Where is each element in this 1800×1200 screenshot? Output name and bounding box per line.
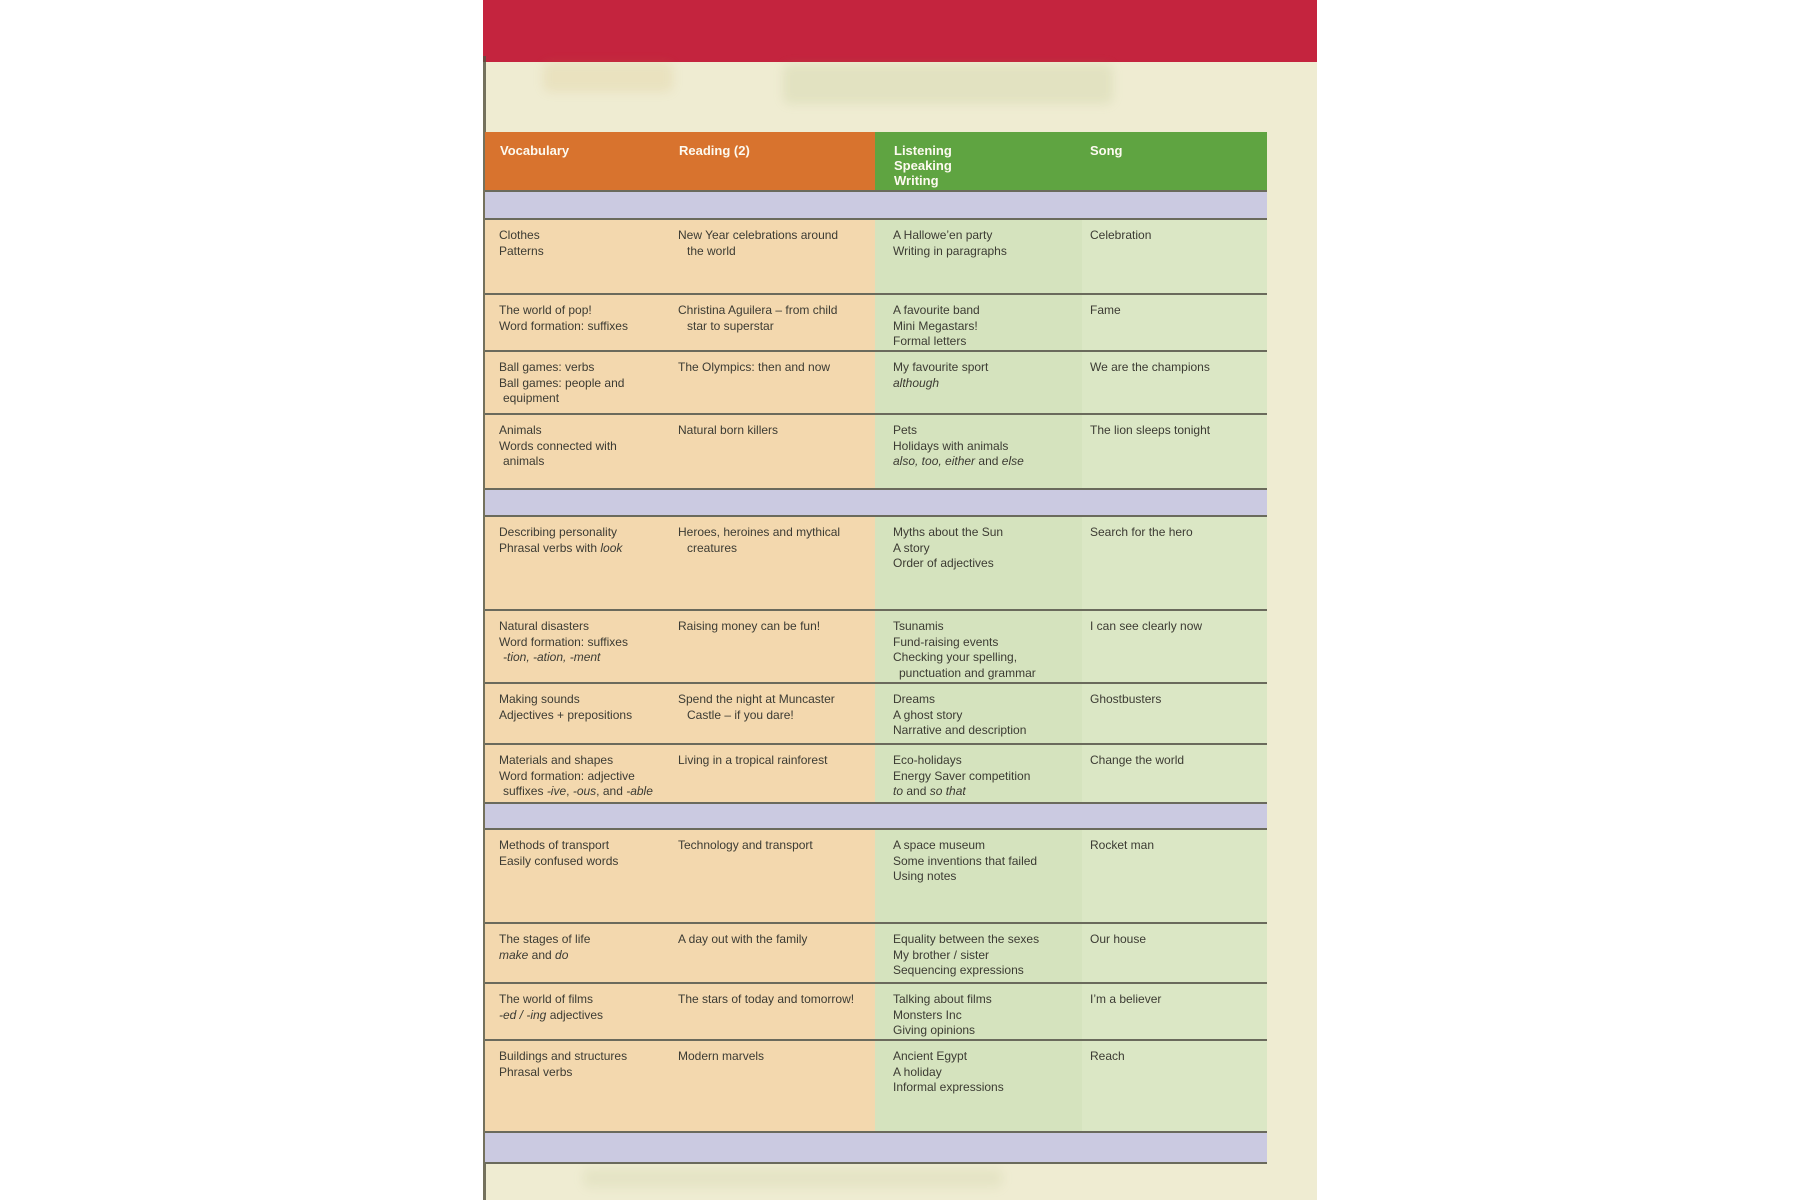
italic-text: to [893, 784, 904, 798]
text: The Olympics: then and now [678, 360, 831, 374]
cell-listening-speaking-writing [875, 611, 1082, 682]
text: We are the champions [1090, 360, 1210, 374]
red-title-band [483, 0, 1317, 62]
cell-song [1082, 684, 1267, 743]
cell-line [499, 784, 666, 800]
cell-line [678, 360, 867, 376]
cell-line [499, 376, 666, 392]
cell-line [1090, 838, 1263, 854]
table-row [485, 413, 1267, 488]
header-label: Writing [894, 173, 939, 188]
cell-line [893, 932, 1076, 948]
header-label: Speaking [894, 158, 952, 173]
text: Giving opinions [893, 1023, 976, 1037]
text: Using notes [893, 869, 957, 883]
cell-line [1090, 619, 1263, 635]
text: A day out with the family [678, 932, 808, 946]
header-cell-song [1082, 132, 1267, 190]
cell-line [893, 319, 1076, 335]
text: Patterns [499, 243, 544, 258]
header-label: Song [1090, 143, 1123, 158]
cell-line [893, 650, 1076, 666]
cell-line [1090, 1049, 1263, 1065]
text: Pets [893, 423, 918, 437]
cell-vocabulary [485, 745, 672, 802]
text: the world [687, 243, 736, 258]
text: punctuation and grammar [899, 665, 1036, 680]
cell-line [678, 753, 867, 769]
cell-line [499, 650, 666, 666]
table-row [485, 1039, 1267, 1131]
text: Adjectives + prepositions [499, 707, 633, 722]
text: Myths about the Sun [893, 525, 1004, 539]
cell-line [893, 525, 1076, 541]
text: creatures [687, 540, 738, 555]
cell-listening-speaking-writing [875, 1041, 1082, 1131]
text: Making sounds [499, 692, 580, 706]
text: Reach [1090, 1049, 1125, 1063]
italic-text: so that [929, 784, 966, 798]
cell-reading [672, 295, 875, 350]
cell-line [893, 963, 1076, 979]
header-cell-listening-speaking-writing [875, 132, 1082, 190]
cell-listening-speaking-writing [875, 517, 1082, 609]
cell-line [499, 228, 666, 244]
text: Writing in paragraphs [893, 243, 1007, 258]
text: Phrasal verbs with [499, 540, 601, 555]
table-row [485, 517, 1267, 609]
cell-line [893, 423, 1076, 439]
cell-song [1082, 517, 1267, 609]
table-row [485, 830, 1267, 922]
cell-line [678, 319, 867, 335]
text: Fame [1090, 303, 1121, 317]
cell-line [893, 541, 1076, 557]
cell-line [893, 838, 1076, 854]
cell-listening-speaking-writing [875, 295, 1082, 350]
cell-vocabulary [485, 924, 672, 982]
text: The stars of today and tomorrow! [678, 992, 855, 1006]
table-header-row [485, 132, 1267, 190]
text: Informal expressions [893, 1080, 1004, 1094]
text: Heroes, heroines and mythical [678, 525, 841, 539]
text: Word formation: adjective [499, 768, 635, 783]
italic-text: -ive [546, 784, 567, 798]
cell-line [678, 228, 867, 244]
cell-vocabulary [485, 684, 672, 743]
text: Fund-raising events [893, 634, 999, 649]
cell-line [499, 992, 666, 1008]
text: Natural born killers [678, 423, 779, 437]
text: Narrative and description [893, 723, 1027, 737]
cell-line [893, 376, 1076, 392]
table-row [485, 922, 1267, 982]
text: Ghostbusters [1090, 692, 1162, 706]
text: Methods of transport [499, 838, 610, 852]
text: The stages of life [499, 932, 591, 946]
header-label: Reading (2) [679, 143, 750, 158]
cell-reading [672, 984, 875, 1039]
text: The world of films [499, 992, 594, 1006]
cell-line [1090, 692, 1263, 708]
italic-text: do [555, 947, 569, 962]
cell-vocabulary [485, 1041, 672, 1131]
cell-line [893, 439, 1076, 455]
cell-line [499, 948, 666, 964]
text: A ghost story [893, 707, 963, 722]
cell-line [893, 360, 1076, 376]
text: A holiday [893, 1064, 942, 1079]
text: Christina Aguilera – from child [678, 303, 838, 317]
cell-reading [672, 684, 875, 743]
cell-line [678, 541, 867, 557]
cell-line [499, 319, 666, 335]
cell-line [499, 753, 666, 769]
text: I can see clearly now [1090, 619, 1203, 633]
cell-line [499, 1065, 666, 1081]
cell-listening-speaking-writing [875, 415, 1082, 488]
table-row [485, 220, 1267, 293]
text: My favourite sport [893, 360, 989, 374]
cell-listening-speaking-writing [875, 924, 1082, 982]
cell-line [893, 869, 1076, 885]
text: Tsunamis [893, 619, 944, 633]
cell-line [893, 619, 1076, 635]
cell-reading [672, 1041, 875, 1131]
text: I’m a believer [1090, 992, 1162, 1006]
text: Energy Saver competition [893, 768, 1031, 783]
text: Rocket man [1090, 838, 1155, 852]
cell-line [678, 708, 867, 724]
cell-line [893, 635, 1076, 651]
cell-vocabulary [485, 611, 672, 682]
text: Clothes [499, 228, 540, 242]
table-row [485, 743, 1267, 802]
cell-line [893, 454, 1076, 470]
text: Checking your spelling, [893, 650, 1018, 664]
cell-line [893, 1065, 1076, 1081]
cell-vocabulary [485, 295, 672, 350]
cell-line [499, 769, 666, 785]
cell-vocabulary [485, 830, 672, 922]
cell-reading [672, 745, 875, 802]
text: Natural disasters [499, 619, 590, 633]
cell-line [499, 303, 666, 319]
text: A Hallowe’en party [893, 228, 993, 242]
cell-line [1090, 932, 1263, 948]
cell-line [893, 303, 1076, 319]
text: and [903, 784, 930, 798]
cell-line [893, 948, 1076, 964]
text: Words connected with [499, 438, 617, 453]
text: Talking about films [893, 992, 992, 1006]
text: A story [893, 540, 930, 555]
cell-line [1090, 423, 1263, 439]
italic-text: -able [626, 784, 653, 798]
cell-line [678, 692, 867, 708]
text: Describing personality [499, 525, 618, 539]
showthrough-smudge [783, 64, 1113, 104]
cell-reading [672, 415, 875, 488]
cell-line [678, 525, 867, 541]
cell-song [1082, 1041, 1267, 1131]
text: A favourite band [893, 303, 980, 317]
text: star to superstar [687, 318, 774, 333]
cell-line [499, 635, 666, 651]
text: Dreams [893, 692, 936, 706]
cell-line [893, 334, 1076, 350]
cell-song [1082, 924, 1267, 982]
text: , [566, 784, 573, 798]
cell-reading [672, 830, 875, 922]
cell-line [499, 391, 666, 407]
text: equipment [503, 391, 560, 405]
text: New Year celebrations around [678, 228, 839, 242]
text: and [975, 454, 1002, 468]
text: Buildings and structures [499, 1049, 628, 1063]
cell-vocabulary [485, 352, 672, 413]
italic-text: look [600, 540, 623, 555]
cell-line [499, 423, 666, 439]
cell-line [1090, 992, 1263, 1008]
cell-line [499, 360, 666, 376]
text: Raising money can be fun! [678, 619, 821, 633]
cell-line [1090, 303, 1263, 319]
text: Equality between the sexes [893, 932, 1040, 946]
text: Animals [499, 423, 542, 437]
cell-line [678, 303, 867, 319]
cell-reading [672, 924, 875, 982]
cell-reading [672, 220, 875, 293]
italic-text: -tion, -ation, -ment [503, 650, 601, 664]
cell-line [1090, 360, 1263, 376]
text: Mini Megastars! [893, 318, 978, 333]
text: Order of adjectives [893, 556, 994, 570]
text: Holidays with animals [893, 438, 1009, 453]
text: Phrasal verbs [499, 1064, 573, 1079]
header-label: Vocabulary [500, 143, 570, 158]
cell-line [499, 838, 666, 854]
cell-line [499, 692, 666, 708]
text: Sequencing expressions [893, 963, 1024, 977]
cell-line [678, 244, 867, 260]
cell-line [893, 708, 1076, 724]
cell-line [893, 753, 1076, 769]
text: Ball games: people and [499, 375, 625, 390]
cell-line [678, 838, 867, 854]
cell-line [678, 992, 867, 1008]
cell-line [678, 1049, 867, 1065]
cell-line [1090, 525, 1263, 541]
showthrough-smudge [543, 62, 673, 92]
cell-line [499, 708, 666, 724]
text: Search for the hero [1090, 525, 1193, 539]
text: A space museum [893, 838, 986, 852]
cell-song [1082, 830, 1267, 922]
cell-line [893, 854, 1076, 870]
text: animals [503, 454, 545, 468]
book-page [483, 0, 1317, 1200]
text: Formal letters [893, 334, 967, 348]
cell-line [1090, 228, 1263, 244]
italic-text: although [893, 375, 940, 390]
header-label: Listening [894, 143, 952, 158]
text: Eco-holidays [893, 753, 962, 767]
cell-reading [672, 352, 875, 413]
text: , and [596, 784, 627, 798]
cell-line [499, 932, 666, 948]
cell-vocabulary [485, 415, 672, 488]
cell-listening-speaking-writing [875, 220, 1082, 293]
italic-text: make [499, 947, 529, 962]
cell-listening-speaking-writing [875, 830, 1082, 922]
text: The lion sleeps tonight [1090, 423, 1211, 437]
table-row [485, 609, 1267, 682]
cell-line [499, 854, 666, 870]
text: Celebration [1090, 228, 1152, 242]
cell-line [893, 992, 1076, 1008]
text: Our house [1090, 932, 1147, 946]
cell-song [1082, 352, 1267, 413]
text: and [528, 947, 556, 962]
text: Change the world [1090, 753, 1185, 767]
italic-text: -ed / -ing [499, 1007, 547, 1022]
table-row [485, 682, 1267, 743]
cell-line [893, 666, 1076, 682]
unit-separator-band [485, 190, 1267, 220]
text: suffixes [503, 784, 547, 798]
cell-line [499, 454, 666, 470]
header-cell-vocabulary [485, 132, 672, 190]
text: Spend the night at Muncaster [678, 692, 835, 706]
cell-line [499, 619, 666, 635]
cell-line [499, 439, 666, 455]
text: Living in a tropical rainforest [678, 753, 828, 767]
text: Monsters Inc [893, 1007, 962, 1022]
cell-line [678, 932, 867, 948]
unit-separator-band [485, 1131, 1267, 1164]
italic-text: also, too, either [893, 454, 976, 468]
cell-line [678, 619, 867, 635]
text: Modern marvels [678, 1049, 765, 1063]
cell-reading [672, 611, 875, 682]
text: Technology and transport [678, 838, 813, 852]
text: Some inventions that failed [893, 853, 1038, 868]
header-cell-reading [672, 132, 875, 190]
italic-text: else [1001, 454, 1024, 468]
text: Materials and shapes [499, 753, 614, 767]
cell-listening-speaking-writing [875, 352, 1082, 413]
cell-line [893, 784, 1076, 800]
text: My brother / sister [893, 947, 990, 962]
text: Easily confused words [499, 853, 619, 868]
cell-line [893, 1008, 1076, 1024]
unit-separator-band [485, 802, 1267, 830]
cell-line [893, 769, 1076, 785]
cell-vocabulary [485, 220, 672, 293]
cell-listening-speaking-writing [875, 684, 1082, 743]
cell-line [893, 244, 1076, 260]
cell-reading [672, 517, 875, 609]
table-body [485, 190, 1267, 1164]
table-row [485, 982, 1267, 1039]
text: Word formation: suffixes [499, 318, 628, 333]
cell-song [1082, 745, 1267, 802]
cell-line [499, 244, 666, 260]
cell-listening-speaking-writing [875, 745, 1082, 802]
cell-line [499, 1008, 666, 1024]
cell-vocabulary [485, 984, 672, 1039]
table-row [485, 293, 1267, 350]
cell-line [678, 423, 867, 439]
cell-line [893, 556, 1076, 572]
text: Ancient Egypt [893, 1049, 968, 1063]
cell-song [1082, 220, 1267, 293]
cell-song [1082, 295, 1267, 350]
contents-table [485, 132, 1267, 1164]
cell-line [893, 692, 1076, 708]
text: The world of pop! [499, 303, 592, 317]
italic-text: -ous [572, 784, 597, 798]
cell-song [1082, 611, 1267, 682]
text: Castle – if you dare! [687, 707, 794, 722]
cell-line [893, 1023, 1076, 1039]
cell-line [893, 1049, 1076, 1065]
cell-song [1082, 415, 1267, 488]
cell-song [1082, 984, 1267, 1039]
cell-line [499, 1049, 666, 1065]
cell-line [499, 541, 666, 557]
text: Word formation: suffixes [499, 634, 628, 649]
cell-line [893, 1080, 1076, 1096]
cell-vocabulary [485, 517, 672, 609]
showthrough-smudge [583, 1168, 1003, 1188]
table-row [485, 350, 1267, 413]
text: Ball games: verbs [499, 360, 595, 374]
cell-line [893, 723, 1076, 739]
unit-separator-band [485, 488, 1267, 517]
cell-line [1090, 753, 1263, 769]
cell-line [893, 228, 1076, 244]
cell-listening-speaking-writing [875, 984, 1082, 1039]
text: adjectives [546, 1007, 604, 1022]
cell-line [499, 525, 666, 541]
